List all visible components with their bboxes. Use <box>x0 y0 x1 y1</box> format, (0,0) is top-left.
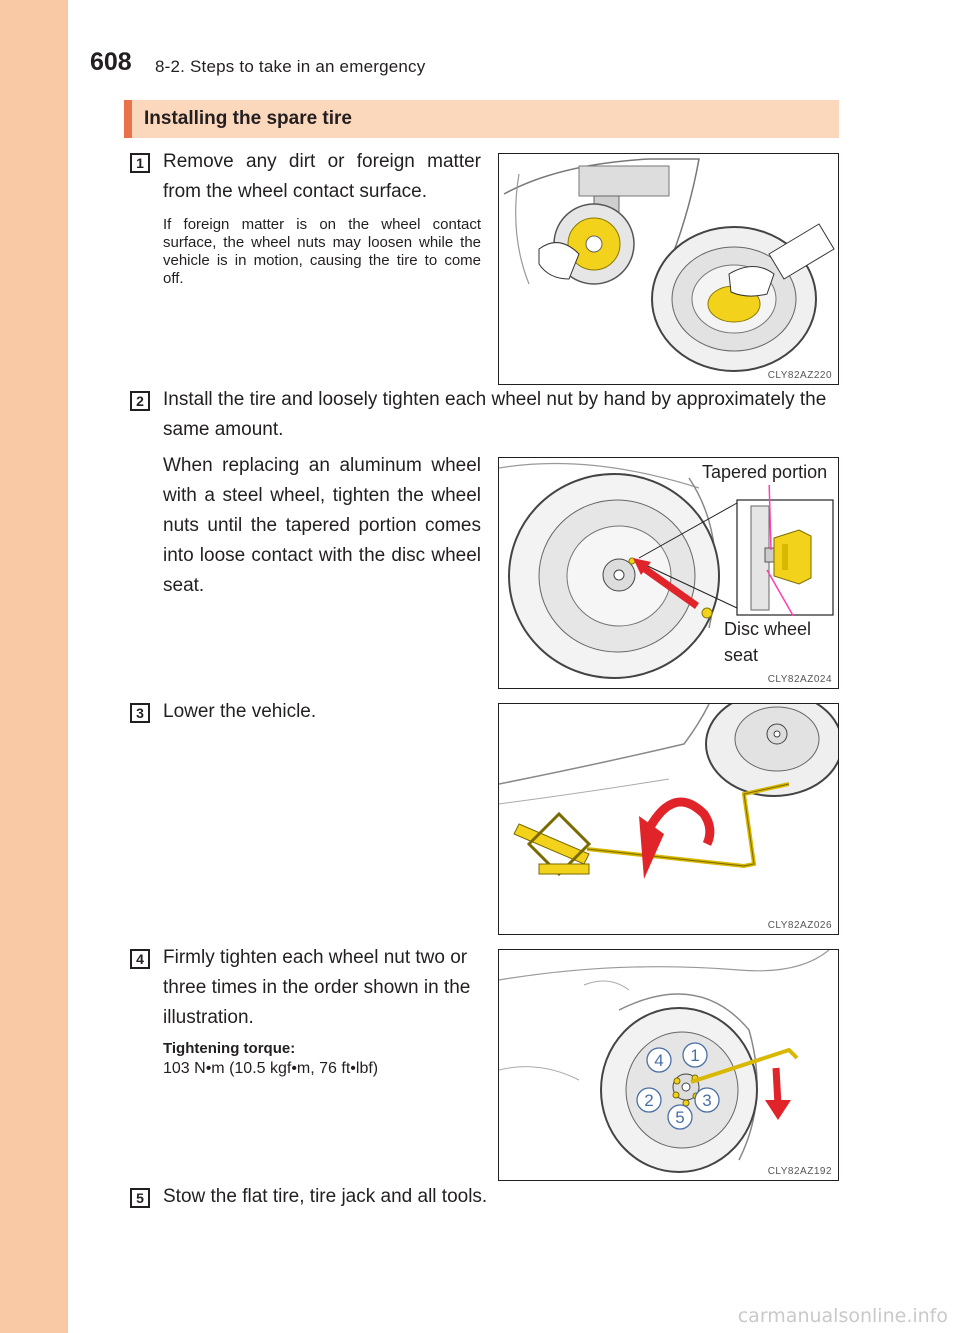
torque-label: Tightening torque: <box>163 1040 296 1057</box>
nut-order-5: 5 <box>675 1108 685 1127</box>
step-3-text: Lower the vehicle. <box>163 701 317 722</box>
figure-install-spare-tire <box>498 457 839 689</box>
figure-code: CLY82AZ220 <box>767 370 832 381</box>
figure-code: CLY82AZ026 <box>767 920 832 931</box>
nut-order-3: 3 <box>702 1091 712 1110</box>
step-4-text: Firmly tighten each wheel nut two or three times in the order shown in the illustration. <box>163 947 471 1028</box>
callout-tapered-portion: Tapered portion <box>702 459 827 485</box>
step-1-text: Remove any dirt or foreign matter from the wheel contact surface. <box>163 151 481 202</box>
nut-order-4: 4 <box>654 1051 664 1070</box>
figure-lower-vehicle <box>498 703 839 935</box>
section-heading-bar <box>124 100 839 138</box>
figure-clean-wheel-surface <box>498 153 839 385</box>
figure-code: CLY82AZ192 <box>767 1166 832 1177</box>
nut-order-1: 1 <box>690 1046 700 1065</box>
step-number-2: 2 <box>130 391 150 411</box>
watermark: carmanualsonline.info <box>737 1305 948 1327</box>
side-tab <box>0 0 68 1333</box>
nut-order-2: 2 <box>644 1091 654 1110</box>
step-number-3: 3 <box>130 703 150 723</box>
step-number-5: 5 <box>130 1188 150 1208</box>
step-number-1: 1 <box>130 153 150 173</box>
callout-disc-wheel-line1: Disc wheel <box>724 616 811 642</box>
running-header: 8-2. Steps to take in an emergency <box>155 57 426 76</box>
figure-tighten-wheel-nuts <box>498 949 839 1181</box>
step-number-4: 4 <box>130 949 150 969</box>
step-5-text: Stow the flat tire, tire jack and all tools. <box>163 1186 488 1207</box>
torque-value: 103 N•m (10.5 kgf•m, 76 ft•lbf) <box>163 1060 379 1077</box>
callout-disc-wheel-line2: seat <box>724 642 758 668</box>
step-1-note: If foreign matter is on the wheel contact surface, the wheel nuts may loosen while the vehicle is in motion, causing the tire to come off. <box>163 216 481 287</box>
section-title: Installing the spare tire <box>144 108 352 129</box>
step-2-note: When replacing an aluminum wheel with a steel wheel, tighten the wheel nuts until the tapered portion comes into loose contact with the disc wheel seat. <box>163 455 481 596</box>
figure-code: CLY82AZ024 <box>767 674 832 685</box>
step-2-text: Install the tire and loosely tighten each wheel nut by hand by approximately the same amount. <box>163 389 827 440</box>
page-number: 608 <box>90 48 132 76</box>
